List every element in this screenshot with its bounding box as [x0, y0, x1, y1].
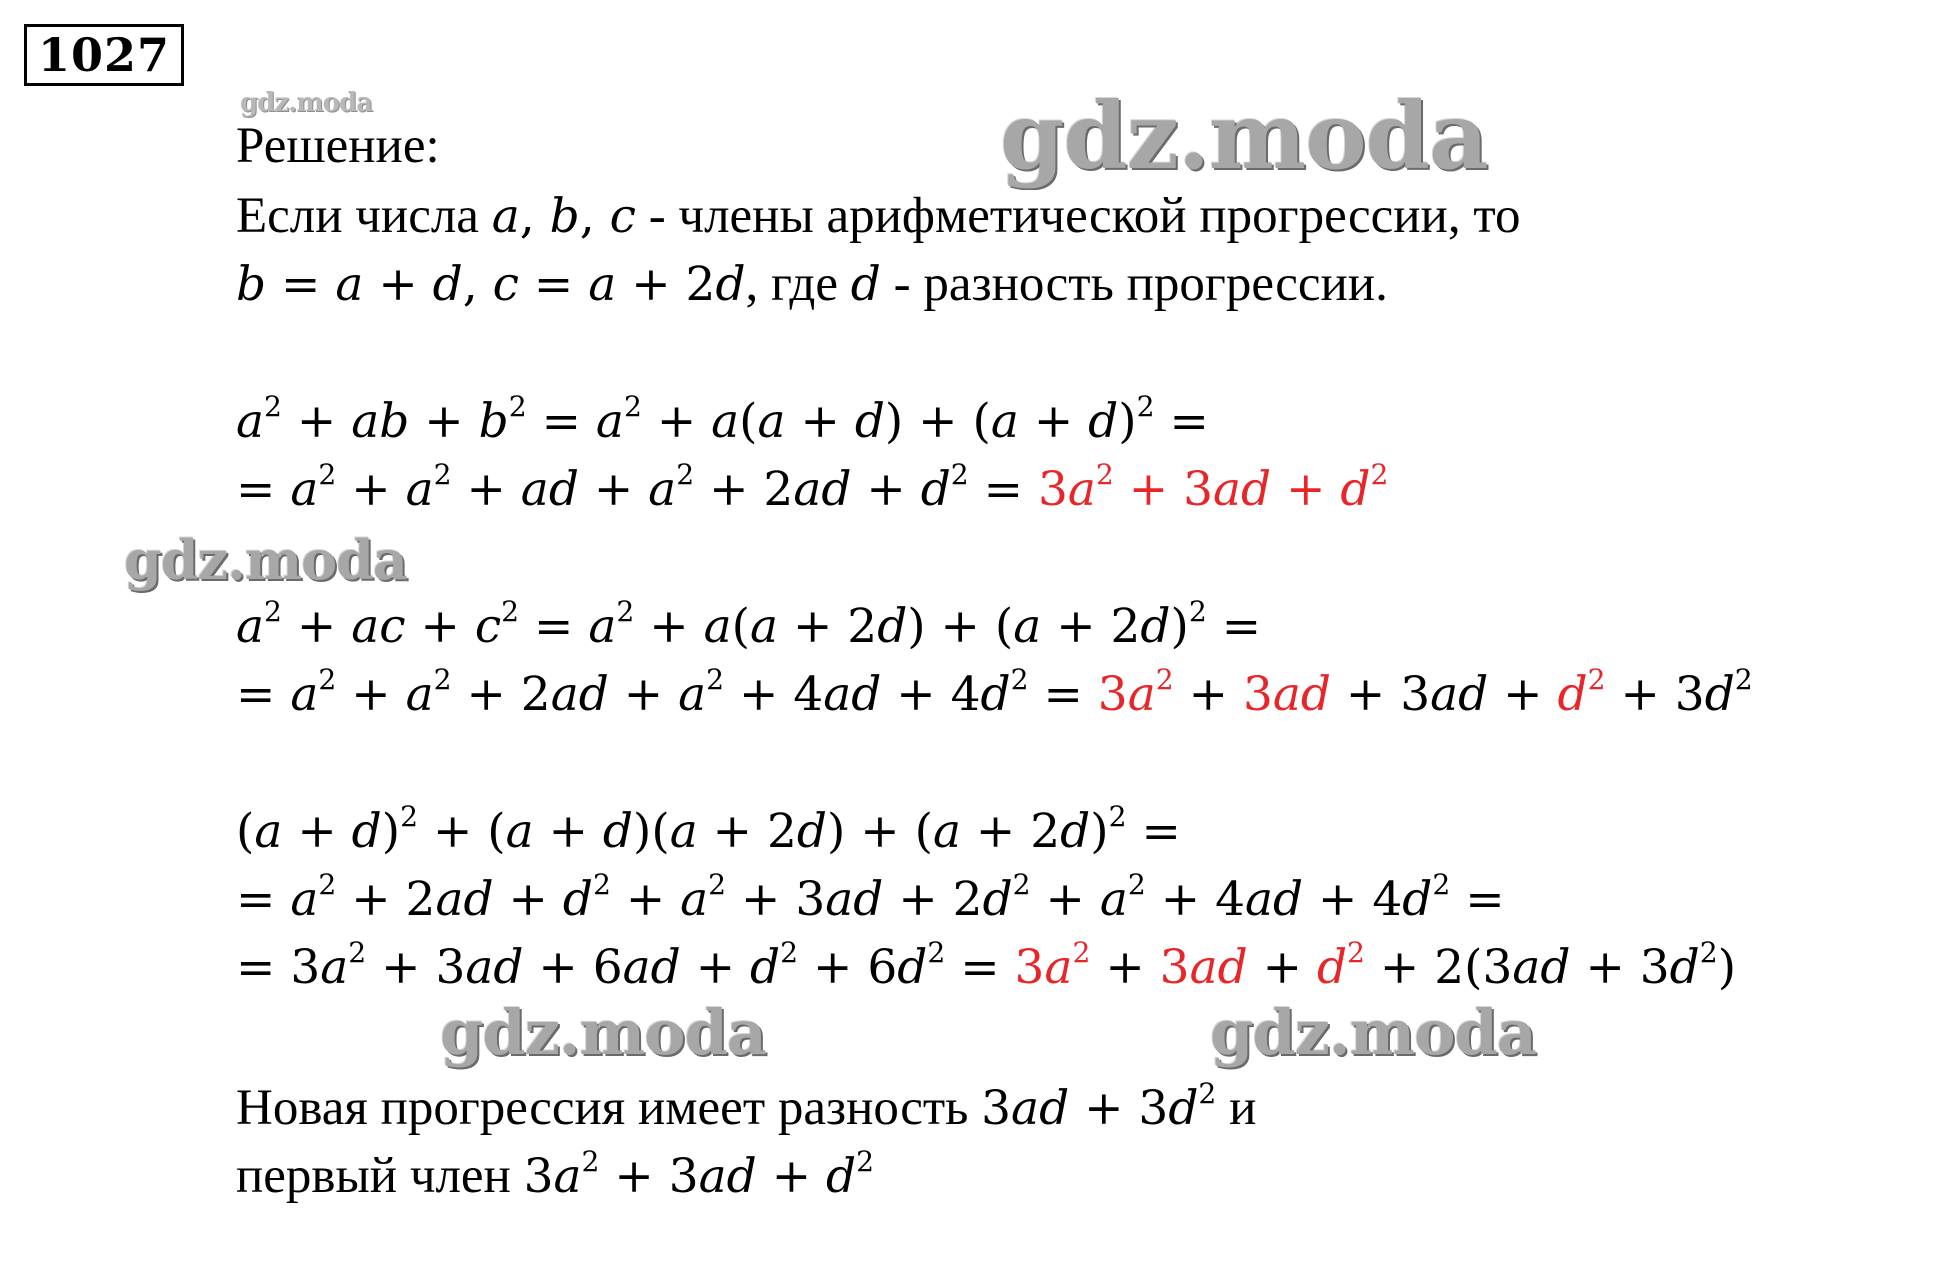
intro-text-end: - члены арифметической прогрессии, то: [635, 188, 1521, 244]
math-d: d: [850, 257, 881, 312]
watermark-logo: gdz.moda: [1000, 82, 1488, 190]
intro-line-2: [236, 254, 1388, 315]
equation-2-line-2: = $a^2 + a^2 + 2ad + a^2 + 4ad + 4d^2 = 3a^2 + 3ad + 3ad + d^2 + 3d^2$: [236, 662, 1753, 722]
solution-heading: Решение:: [236, 118, 440, 174]
math-definition: b = a + d, c = a + 2d: [236, 257, 746, 312]
equation-1-line-2: = $a^2 + a^2$ + ad + $a^2 + 2ad + d^2 = 3a^2 + 3ad + d^2$: [236, 457, 1389, 517]
conclusion-text: Новая прогрессия имеет разность: [236, 1080, 982, 1136]
intro-text-mid: , где: [745, 256, 851, 312]
conclusion-and: и: [1216, 1080, 1257, 1136]
problem-number: 1027: [24, 24, 184, 86]
conclusion-line-2: [236, 1146, 874, 1207]
intro-text-tail: - разность прогрессии.: [880, 256, 1388, 312]
result-1: $3a^2 + 3ad + d^2$: [1037, 457, 1389, 517]
watermark-logo: gdz.moda: [1210, 996, 1536, 1069]
watermark-logo: gdz.moda: [240, 88, 373, 118]
intro-text-start: Если числа: [236, 188, 492, 244]
watermark-logo: gdz.moda: [440, 996, 766, 1069]
math-variables: a, b, c: [491, 189, 636, 244]
watermark-logo: gdz.moda: [124, 528, 407, 592]
equation-2-line-1: $a^2$ + ac + $c^2 = a^2 + a(a + 2d) + (a + 2d)^2$ =: [236, 594, 1262, 654]
math-new-difference: $3ad + 3d^2$: [981, 1076, 1217, 1136]
equation-1-line-1: $a^2$ + ab + $b^2 = a^2 + a(a + d) + (a + d)^2$ =: [236, 389, 1209, 449]
equation-3-line-1: $(a + d)^2 + (a + d)(a + 2d) + (a + 2d)^2$ =: [236, 799, 1181, 859]
equation-3-line-3: = $3a^2 + 3ad + 6ad + d^2 + 6d^2 = 3a^2 + 3ad + d^2 + 2(3ad + 3d^2)$: [236, 935, 1737, 995]
conclusion-line-1: [236, 1078, 1256, 1139]
intro-line-1: [236, 186, 1520, 247]
conclusion-text-2: первый член: [236, 1148, 524, 1204]
math-first-term: $3a^2 + 3ad + d^2$: [523, 1144, 875, 1204]
equation-3-line-2: = $a^2 + 2ad + d^2 + a^2 + 3ad + 2d^2 + a^2 + 4ad + 4d^2$ =: [236, 867, 1505, 927]
